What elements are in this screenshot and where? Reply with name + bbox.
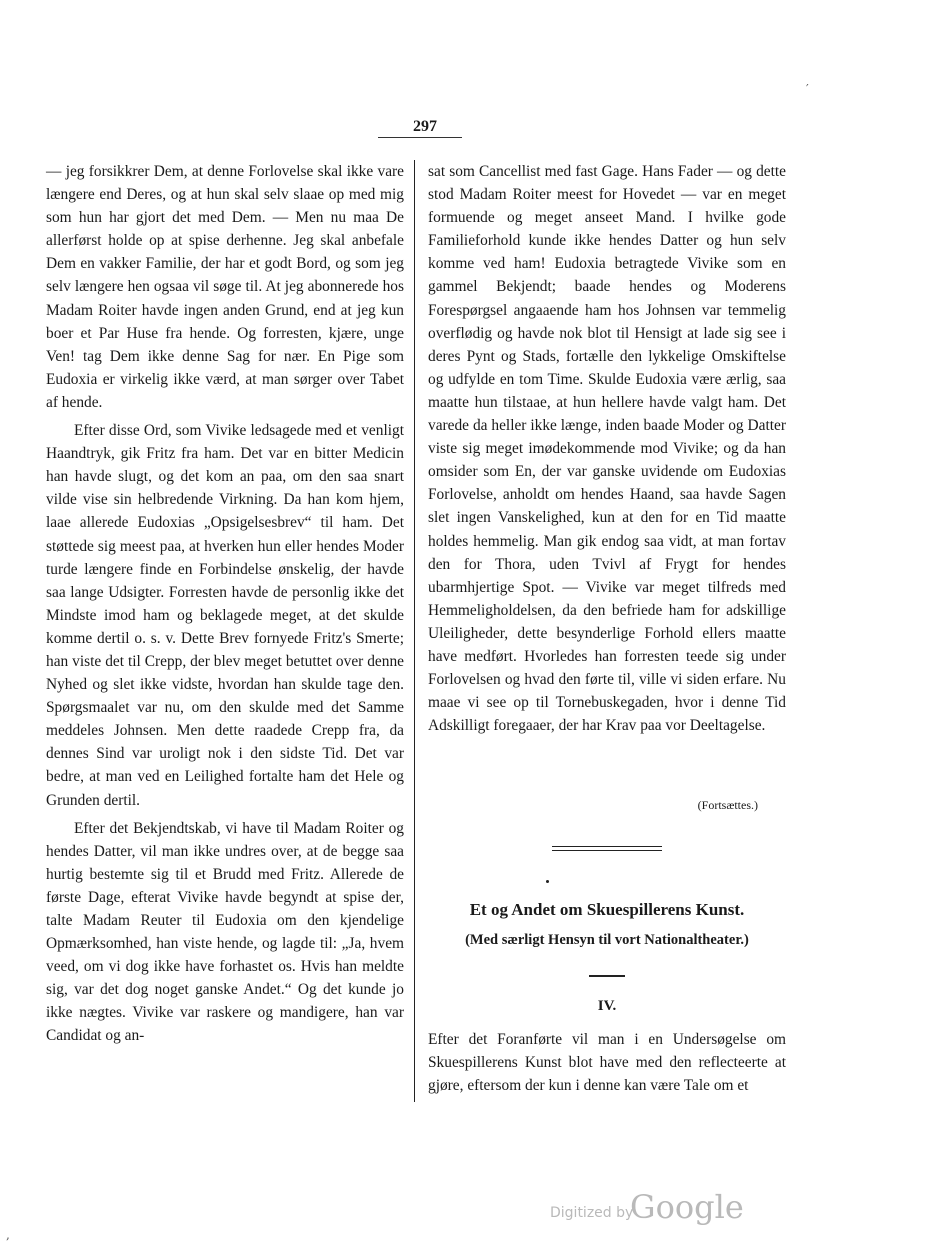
right-column [428,160,786,742]
corner-mark-icon: , [6,1228,10,1242]
paragraph: Efter disse Ord, som Vivike ledsagede med et venligt Haandtryk, gik Fritz fra ham. Det var en bitter Medicin han havde slugt, og det kom an paa, om den saa snart vilde vise sin helbredende Virkning. Da han kom hjem, laae allerede Eudoxias „Opsigelsesbrev“ til ham. Det støttede sig meest paa, at hverken hun eller hendes Moder turde længere finde en Forbindelse ønskelig, der havde saa lange Udsigter. Forresten havde de personlig ikke det Mindste imod ham og beklagede meget, at det skulde komme dertil o. s. v. Dette Brev fornyede Fritz's Smerte; han viste det til Crepp, der blev meget betuttet over denne Nyhed og slet ikke vidste, hvordan han skulde tage den. Spørgsmaalet var nu, om den skulde med det Samme meddeles Johnsen. Men dette raadede Crepp fra, da dennes Sind var uroligt nok i den sidste Tid. Det var bedre, at man ved en Leilighed fortalte ham det Hele og Grunden dertil. [46,422,404,809]
article-subtitle: (Med særligt Hensyn til vort Nationaltheater.) [465,932,749,948]
article-title: Et og Andet om Skuespillerens Kunst. [469,900,745,919]
header-rule [378,137,462,138]
section-rule [552,846,662,851]
corner-mark-icon: ′ [806,82,809,96]
paragraph: Efter det Foranførte vil man i en Undersøgelse om Skuespillerens Kunst blot have med den reflecteerte at gjøre, eftersom der kun i denne kan være Tale om et [428,1031,786,1095]
watermark [550,1188,750,1228]
column-divider [414,160,415,1102]
left-column [46,160,404,1053]
short-rule [589,975,625,977]
watermark-digitized: Digitized by [550,1205,634,1221]
article-body [428,1028,786,1097]
continued-note: (Fortsættes.) [697,798,758,812]
paragraph: sat som Cancellist med fast Gage. Hans Fader — og dette stod Madam Roiter meest for Hovedet — var en meget formuende og meget anseet Mand. I hvilke gode Familieforhold kunde ikke hendes Datter og hun selv komme ved ham! Eudoxia betragtede Vivike som en gammel Bekjendt; baade hendes og Moderens Forespørgsel angaaende ham hos Johnsen var temmelig overflødig og havde nok blot til Hensigt at lade sig see i deres Pynt og Stads, fortælle den lykkelige Omskiftelse og udfylde en tom Time. Skulde Eudoxia være ærlig, saa maatte hun tilstaae, at hun hellere havde valgt ham. Det varede da heller ikke længe, inden baade Moder og Datter viste sig meget imødekommende mod Vivike; og da han omsider som En, der var ganske uvidende om Eudoxias Forlovelse, anholdt om hendes Haand, saa havde Sagen slet ingen Vanskelighed, kun at den for en Tid maatte holdes hemmelig. Man gik endog saa vidt, at man fortav den for Thora, uden Tvivl af Frygt for hendes ubarmhjertige Spot. — Vivike var meget tilfreds med Hemmeligholdelsen, da den befriede ham for adskillige Uleiligheder, dette besynderlige Forhold ellers maatte have medført. Hvorledes han forresten teede sig under Forlovelsen og hvad den førte til, ville vi siden erfare. Nu maae vi see op til Tornebuskegaden, hvor i denne Tid Adskilligt foregaaer, der har Krav paa vor Deeltagelse. [428,163,786,735]
page-number: 297 [413,118,437,135]
section-number: IV. [597,998,617,1014]
google-logo: Google [630,1188,744,1226]
paragraph: — jeg forsikkrer Dem, at denne Forlovelse skal ikke vare længere end Deres, og at hun skal selv slaae op med mig som hun har gjort det med Dem. — Men nu maa De allerførst holde op at spise derhenne. Jeg skal anbefale Dem en vakker Familie, der har et godt Bord, og som jeg selv længere hen ogsaa vil søge til. At jeg abonnerede hos Madam Roiter havde ingen anden Grund, end at jeg kun boer et Par Huse fra hende. Og forresten, kjære, unge Ven! tag Dem ikke denne Sag for nær. En Pige som Eudoxia er virkelig ikke værd, at man sørger over Tabet af hende. [46,163,404,411]
paragraph: Efter det Bekjendtskab, vi have til Madam Roiter og hendes Datter, vil man ikke undres over, at de begge saa hurtig bestemte sig til et Brudd med Fritz. Allerede de første Dage, efterat Vivike havde begyndt at spise der, talte Madam Reuter til Eudoxia om den kjendelige Opmærksomhed, han viste hende, og lagde til: „Ja, hvem veed, om vi dog ikke have forhastet os. Hvis han meldte sig, var det dog noget ganske Andet.“ Og det kunde jo ikke nægtes. Vivike var raskere og mandigere, han var Candidat og an- [46,819,404,1045]
ornament-dot [546,880,549,883]
